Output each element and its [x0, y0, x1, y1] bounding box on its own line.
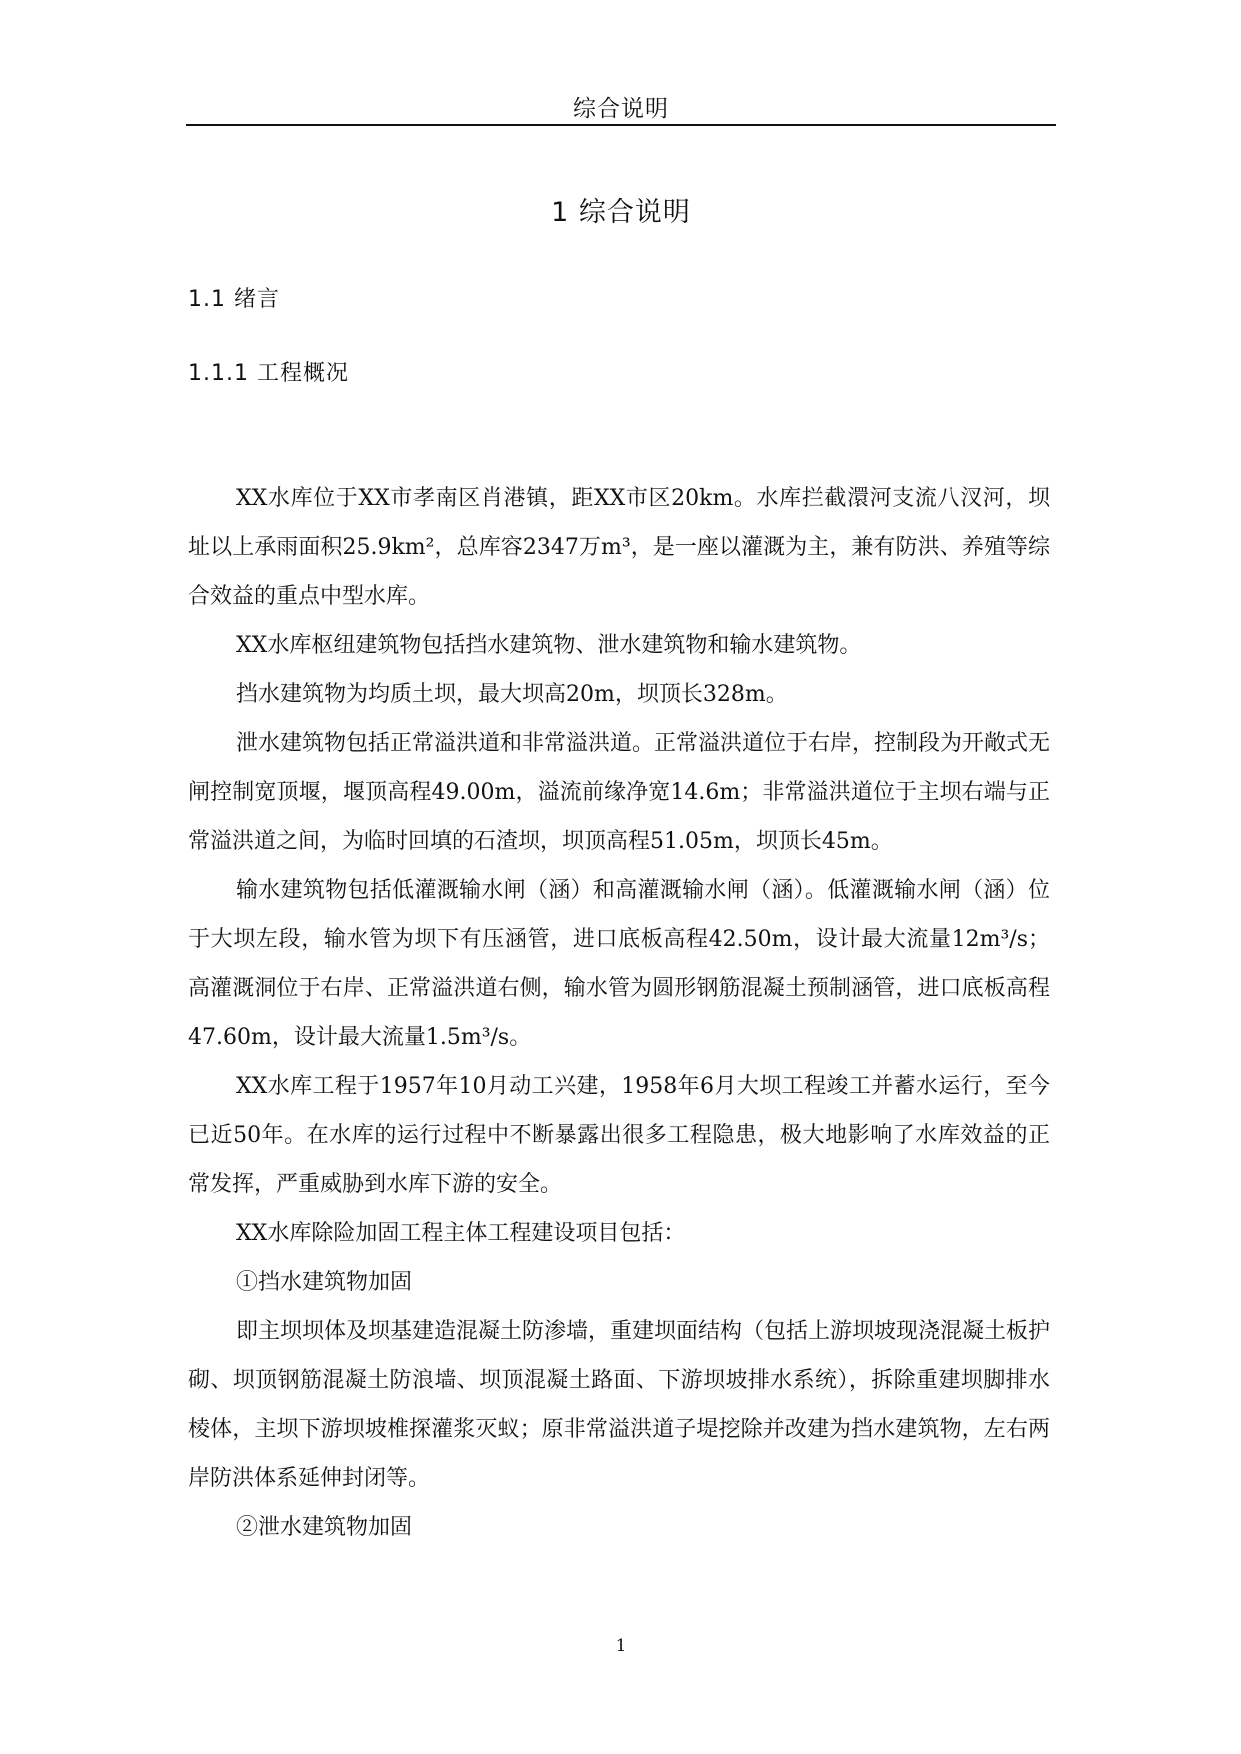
paragraph-history: XX水库工程于1957年10月动工兴建，1958年6月大坝工程竣工并蓄水运行，至今已近50年。在水库的运行过程中不断暴露出很多工程隐患，极大地影响了水库效益的正常发挥，严重威胁到水库下游的安全。 — [188, 1074, 1050, 1197]
paragraph-retaining: 挡水建筑物为均质土坝，最大坝高20m，坝顶长328m。 — [236, 682, 788, 707]
paragraph-outlet: 输水建筑物包括低灌溉输水闸（涵）和高灌溉输水闸（涵）。低灌溉输水闸（涵）位于大坝左段，输水管为坝下有压涵管，进口底板高程42.50m，设计最大流量12m³/s；高灌溉洞位于右岸、正常溢洪道右侧，输水管为圆形钢筋混凝土预制涵管，进口底板高程47.60m，设计最大流量1.5m³/s。 — [188, 878, 1050, 1050]
running-header: 综合说明 — [573, 96, 669, 122]
paragraph-item-2: ②泄水建筑物加固 — [236, 1515, 413, 1540]
paragraph-spillway: 泄水建筑物包括正常溢洪道和非常溢洪道。正常溢洪道位于右岸，控制段为开敞式无闸控制宽顶堰，堰顶高程49.00m，溢流前缘净宽14.6m；非常溢洪道位于主坝右端与正常溢洪道之间，为临时回填的石渣坝，坝顶高程51.05m，坝顶长45m。 — [188, 731, 1051, 854]
paragraph-overview: XX水库位于XX市孝南区肖港镇，距XX市区20km。水库拦截澴河支流八汊河，坝址以上承雨面积25.9km²，总库容2347万m³，是一座以灌溉为主，兼有防洪、养殖等综合效益的重点中型水库。 — [188, 486, 1050, 609]
section-heading-1-1-1: 1.1.1 工程概况 — [188, 361, 349, 386]
section-heading-1-1: 1.1 绪言 — [188, 287, 280, 312]
chapter-title: 1 综合说明 — [551, 197, 691, 228]
paragraph-item-1: ①挡水建筑物加固 — [236, 1270, 413, 1295]
body-text — [188, 474, 1050, 1552]
paragraph-project-items: XX水库除险加固工程主体工程建设项目包括： — [236, 1221, 686, 1246]
header-rule — [186, 124, 1056, 126]
paragraph-item-1-detail: 即主坝坝体及坝基建造混凝土防渗墙，重建坝面结构（包括上游坝坡现浇混凝土板护砌、坝顶钢筋混凝土防浪墙、坝顶混凝土路面、下游坝坡排水系统），拆除重建坝脚排水棱体，主坝下游坝坡椎探灌浆灭蚁；原非常溢洪道子堤挖除并改建为挡水建筑物，左右两岸防洪体系延伸封闭等。 — [188, 1319, 1051, 1491]
page-number: 1 — [615, 1636, 627, 1656]
paragraph-structures: XX水库枢纽建筑物包括挡水建筑物、泄水建筑物和输水建筑物。 — [236, 633, 862, 658]
